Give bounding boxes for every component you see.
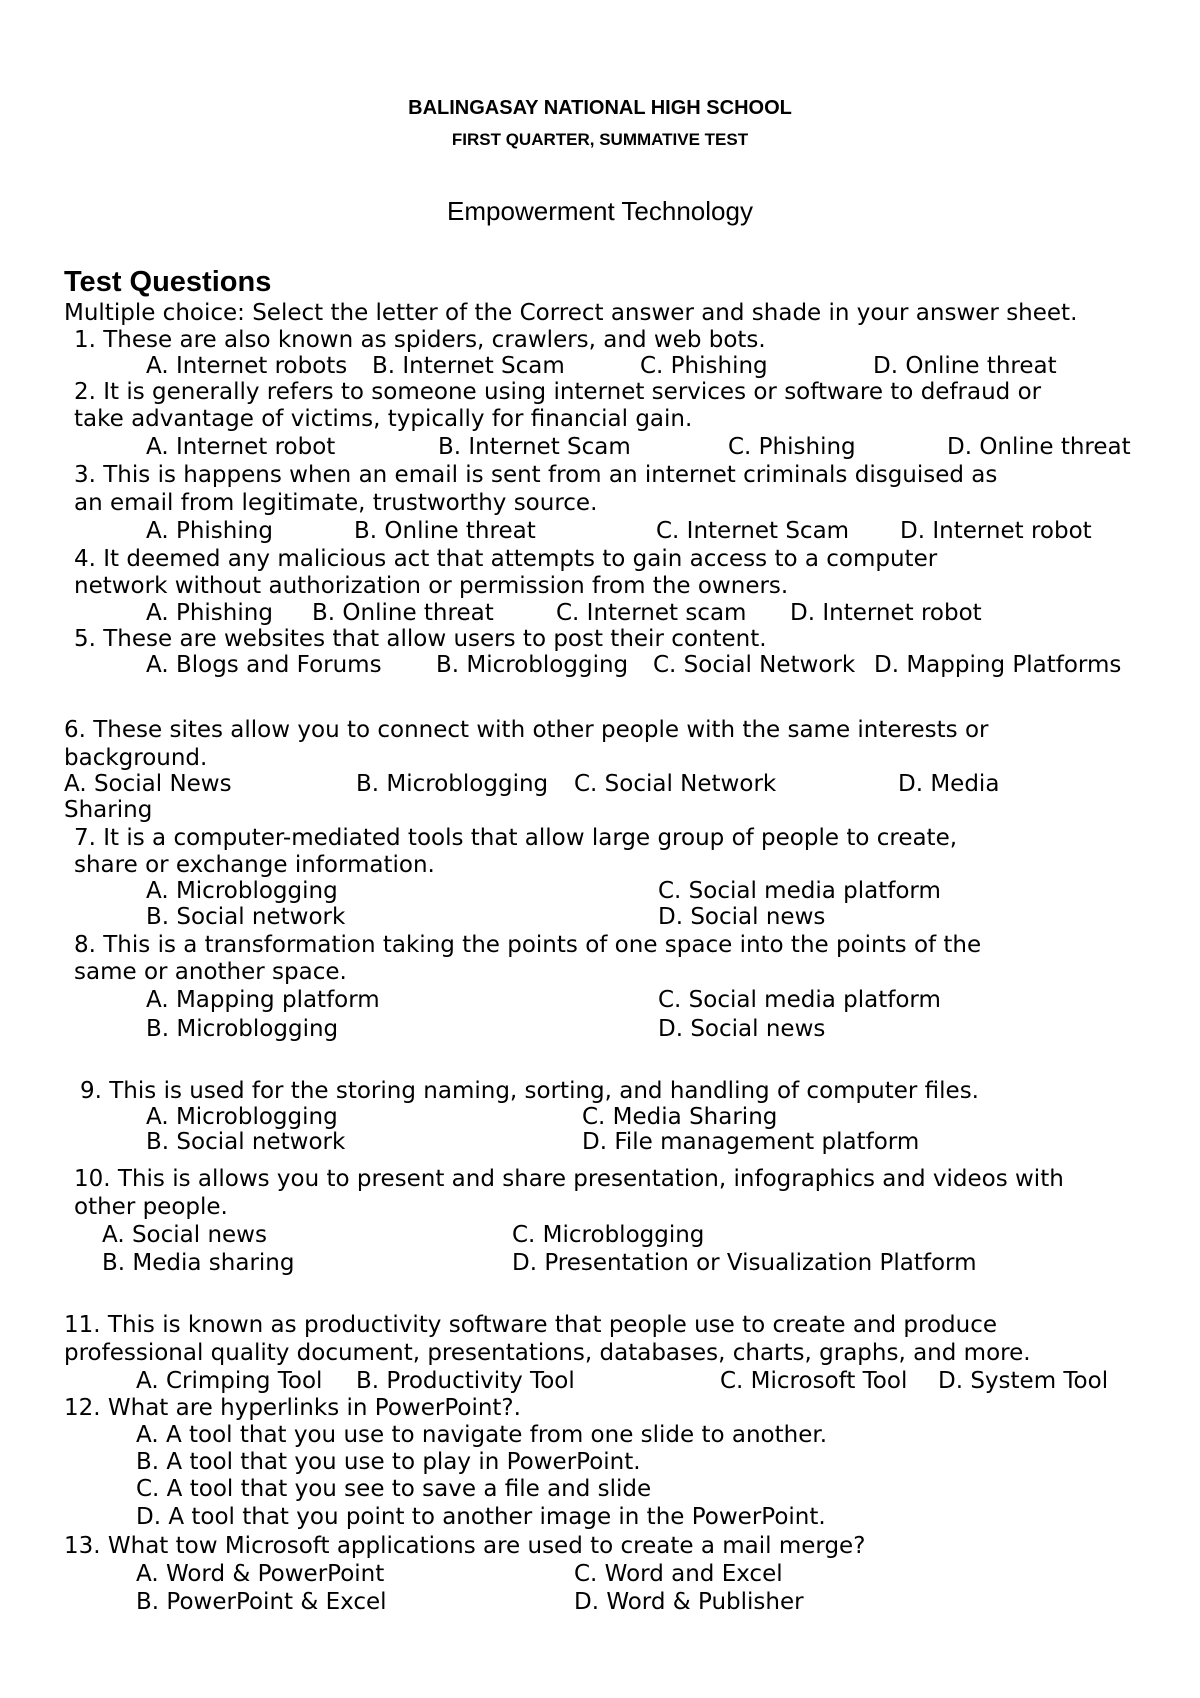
choice-c: C. Social Network (653, 652, 856, 678)
choice-d: D. Online threat (947, 434, 1131, 460)
choice-c: C. Phishing (728, 434, 856, 460)
choice-d: D. Social news (658, 904, 826, 930)
question-stem: 8. This is a transformation taking the points of one space into the points of the (74, 932, 982, 958)
choice-b: B. Online threat (312, 600, 494, 626)
question-stem: 2. It is generally refers to someone using internet services or software to defraud or (74, 379, 1042, 405)
question-stem: 13. What tow Microsoft applications are used to create a mail merge? (64, 1533, 866, 1559)
choice-c: C. Internet Scam (656, 518, 850, 544)
choice-a: A. Internet robots (146, 353, 348, 379)
choice-b: B. Microblogging (146, 1016, 339, 1042)
choice-b: B. Media sharing (102, 1250, 295, 1276)
choice-d: D. Media (898, 771, 1000, 797)
choice-b: B. Microblogging (356, 771, 549, 797)
question-stem-cont: take advantage of victims, typically for financial gain. (74, 406, 693, 432)
choice-c: C. Microsoft Tool (720, 1368, 908, 1394)
choice-c: C. Phishing (640, 353, 768, 379)
subject-title: Empowerment Technology (447, 196, 753, 226)
choice-d: D. Presentation or Visualization Platform (512, 1250, 977, 1276)
choice-a: A. Social news (102, 1222, 267, 1248)
choice-a: A. Phishing (146, 600, 273, 626)
choice-a: A. Phishing (146, 518, 273, 544)
choice-c: C. Social media platform (658, 987, 941, 1013)
choice-c: C. Social Network (574, 771, 777, 797)
choice-a: A. Internet robot (146, 434, 336, 460)
choice-a: A. Mapping platform (146, 987, 380, 1013)
choice-c: C. A tool that you see to save a file and slide (136, 1476, 652, 1502)
choice-a: A. Blogs and Forums (146, 652, 382, 678)
choice-c: C. Microblogging (512, 1222, 705, 1248)
question-stem-cont: other people. (74, 1194, 228, 1220)
choice-a: A. Microblogging (146, 878, 338, 904)
question-stem-cont: same or another space. (74, 959, 347, 985)
question-stem: 9. This is used for the storing naming, sorting, and handling of computer files. (80, 1078, 979, 1104)
choice-b: B. A tool that you use to play in PowerPoint. (136, 1449, 641, 1475)
question-stem: 3. This is happens when an email is sent from an internet criminals disguised as (74, 462, 998, 488)
choice-b: B. Internet Scam (438, 434, 631, 460)
question-stem: 12. What are hyperlinks in PowerPoint?. (64, 1395, 521, 1421)
choice-d: D. System Tool (938, 1368, 1109, 1394)
choice-d: D. Internet robot (900, 518, 1092, 544)
choice-d: D. Word & Publisher (574, 1589, 804, 1615)
choice-a: A. Crimping Tool (136, 1368, 323, 1394)
question-stem-cont: background. (64, 745, 208, 771)
choice-d: D. Mapping Platforms (874, 652, 1122, 678)
choice-a: A. Microblogging (146, 1104, 338, 1130)
school-name: BALINGASAY NATIONAL HIGH SCHOOL (408, 97, 792, 119)
choice-c: C. Media Sharing (582, 1104, 778, 1130)
choice-a: A. A tool that you use to navigate from one slide to another. (136, 1422, 828, 1448)
choice-c: C. Social media platform (658, 878, 941, 904)
section-title: Test Questions (64, 266, 272, 298)
choice-d: D. Online threat (873, 353, 1057, 379)
choice-c: C. Word and Excel (574, 1561, 783, 1587)
choice-b: B. PowerPoint & Excel (136, 1589, 387, 1615)
question-stem: 10. This is allows you to present and share presentation, infographics and videos with (74, 1166, 1064, 1192)
choice-b: B. Social network (146, 1129, 346, 1155)
choice-a: A. Word & PowerPoint (136, 1561, 385, 1587)
question-stem: 5. These are websites that allow users to post their content. (74, 626, 767, 652)
choice-d: D. Internet robot (790, 600, 982, 626)
choice-a: A. Social News (64, 771, 232, 797)
choice-d: D. File management platform (582, 1129, 920, 1155)
question-stem: 4. It deemed any malicious act that attempts to gain access to a computer (74, 546, 938, 572)
choice-b: B. Microblogging (436, 652, 629, 678)
choice-c: C. Internet scam (556, 600, 747, 626)
choice-b: B. Productivity Tool (356, 1368, 575, 1394)
choice-b: B. Social network (146, 904, 346, 930)
choice-b: B. Internet Scam (372, 353, 565, 379)
question-stem: 7. It is a computer-mediated tools that allow large group of people to create, (74, 825, 958, 851)
question-stem: 11. This is known as productivity software that people use to create and produce (64, 1312, 998, 1338)
choice-d: D. Social news (658, 1016, 826, 1042)
test-term: FIRST QUARTER, SUMMATIVE TEST (451, 130, 749, 149)
choice-d-cont: Sharing (64, 797, 153, 823)
choice-d: D. A tool that you point to another image in the PowerPoint. (136, 1504, 826, 1530)
question-stem: 1. These are also known as spiders, crawlers, and web bots. (74, 327, 766, 353)
instructions: Multiple choice: Select the letter of the Correct answer and shade in your answer sheet. (64, 300, 1078, 326)
question-stem: 6. These sites allow you to connect with other people with the same interests or (64, 717, 989, 743)
question-stem-cont: share or exchange information. (74, 852, 435, 878)
choice-b: B. Online threat (354, 518, 536, 544)
question-stem-cont: professional quality document, presentations, databases, charts, graphs, and more. (64, 1340, 1031, 1366)
question-stem-cont: network without authorization or permission from the owners. (74, 573, 789, 599)
question-stem-cont: an email from legitimate, trustworthy source. (74, 490, 598, 516)
